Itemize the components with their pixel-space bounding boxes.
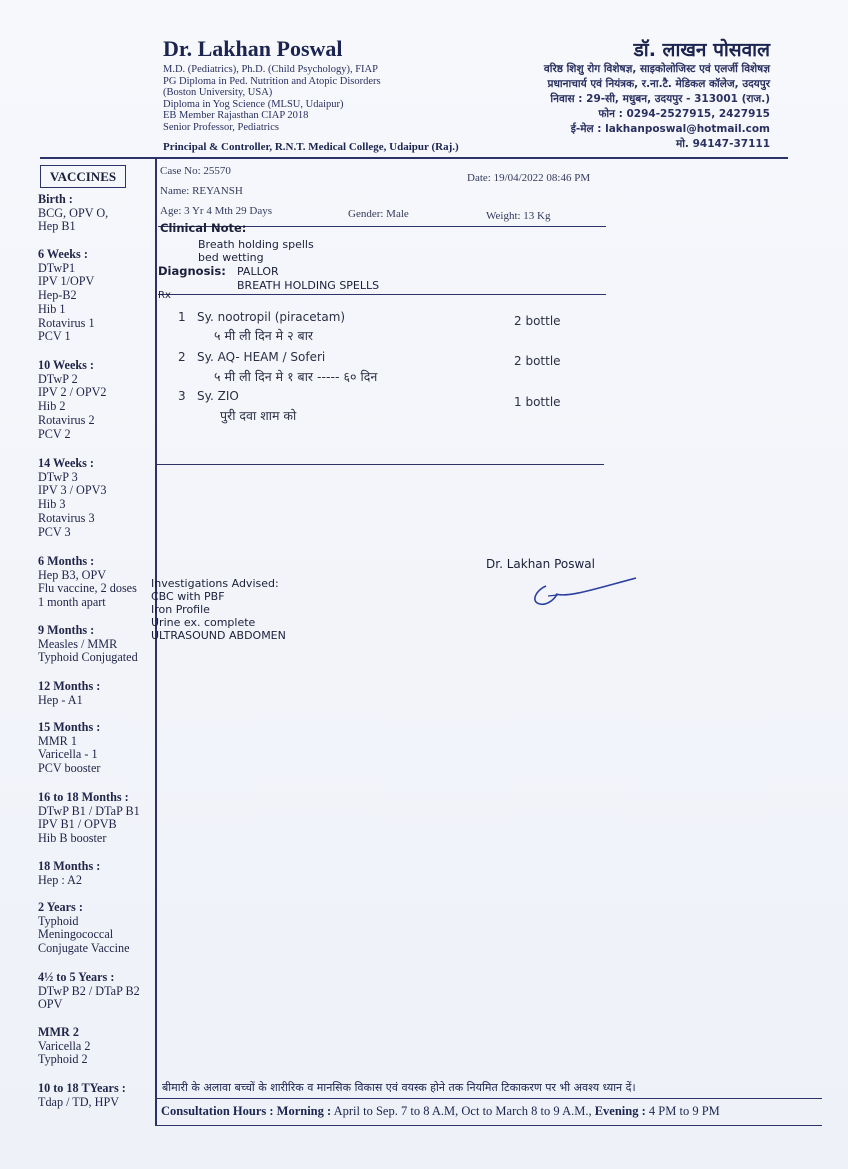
vaccine-group-10-weeks	[38, 359, 107, 441]
investigation-item: CBC with PBF	[151, 590, 225, 603]
vaccine-item: Varicella - 1	[38, 747, 98, 762]
diagnosis-label: Diagnosis:	[158, 264, 226, 278]
vaccine-group-18-months	[38, 860, 100, 887]
doctor-position: Principal & Controller, R.N.T. Medical College, Udaipur (Raj.)	[163, 141, 459, 153]
header-right-block	[544, 62, 770, 152]
investigation-item: Iron Profile	[151, 603, 210, 616]
header-right-line: प्रधानाचार्य एवं नियंत्रक, र.ना.टै. मेडिकल कॉलेज, उदयपुर	[547, 78, 770, 90]
patient-name: Name: REYANSH	[160, 185, 243, 197]
qualification-line: PG Diploma in Ped. Nutrition and Atopic Disorders	[163, 75, 381, 87]
vaccine-item: DTwP1	[38, 260, 76, 275]
header-right-line: ई-मेल : lakhanposwal@hotmail.com	[570, 123, 770, 135]
vaccine-group-heading: 6 Months :	[38, 554, 95, 568]
clinical-note-label: Clinical Note:	[160, 221, 247, 235]
vaccine-group-14-weeks	[38, 457, 107, 539]
vaccine-item: DTwP 2	[38, 371, 78, 386]
vaccine-group-heading: 16 to 18 Months :	[38, 790, 129, 804]
qualification-line: Diploma in Yog Science (MLSU, Udaipur)	[163, 98, 344, 110]
vaccine-item: Typhoid Conjugated	[38, 650, 138, 665]
vaccine-item: Hep B1	[38, 219, 76, 234]
vaccine-item: DTwP B1 / DTaP B1	[38, 803, 140, 818]
vaccine-item: PCV 3	[38, 524, 71, 539]
vaccine-group-heading: 2 Years :	[38, 900, 83, 914]
vaccine-item: PCV 1	[38, 329, 71, 344]
rx-dose: ५ मी ली दिन मे २ बार	[214, 328, 314, 343]
vaccine-group-heading: 15 Months :	[38, 720, 101, 734]
vaccine-item: Flu vaccine, 2 doses	[38, 581, 137, 596]
rx-drug: Sy. AQ- HEAM / Soferi	[197, 350, 326, 364]
vaccine-group-birth	[38, 193, 108, 234]
footer-hindi-note: बीमारी के अलावा बच्चों के शारीरिक व मानसिक विकास एवं वयस्क होने तक नियमित टिकाकरण पर भी अवश्य ध्यान दें।	[162, 1081, 636, 1094]
vaccine-item: Varicella 2	[38, 1038, 91, 1053]
vaccine-item: PCV booster	[38, 761, 101, 776]
vaccine-group-9-months	[38, 624, 138, 665]
morning-label: Morning :	[276, 1104, 332, 1118]
vaccine-item: Tdap / TD, HPV	[38, 1094, 120, 1109]
investigation-item: ULTRASOUND ABDOMEN	[151, 629, 286, 642]
diagnosis-line: BREATH HOLDING SPELLS	[237, 279, 380, 292]
vaccine-group-10-18-years	[38, 1082, 126, 1109]
header-right-line: वरिष्ठ शिशु रोग विशेषज्ञ, साइकोलोजिस्ट एवं एलर्जी विशेषज्ञ	[543, 63, 770, 75]
vaccine-group-6-months	[38, 555, 137, 610]
header-right-line: मो. 94147-37111	[675, 138, 770, 150]
qualification-line: M.D. (Pediatrics), Ph.D. (Child Psychology), FIAP	[163, 64, 378, 75]
header-divider	[40, 157, 788, 159]
vaccine-item: IPV 2 / OPV2	[38, 385, 107, 400]
patient-age: Age: 3 Yr 4 Mth 29 Days	[160, 205, 273, 217]
signature-name: Dr. Lakhan Poswal	[486, 557, 595, 571]
rx-number: 2	[178, 350, 186, 364]
vaccine-item: Hib 3	[38, 497, 66, 512]
vaccine-item: 1 month apart	[38, 595, 106, 610]
case-number: Case No: 25570	[160, 165, 231, 177]
vaccine-item: PCV 2	[38, 426, 71, 441]
clinical-note-line: bed wetting	[198, 251, 264, 264]
vaccine-item: BCG, OPV O,	[38, 205, 109, 220]
vaccine-group-6-weeks	[38, 248, 95, 344]
vaccine-group-mmr2	[38, 1026, 90, 1067]
vaccine-item: IPV B1 / OPVB	[38, 817, 117, 832]
header-right-line: फोन : 0294-2527915, 2427915	[598, 108, 770, 120]
rx-dose: ५ मी ली दिन मे १ बार ----- ६० दिन	[214, 369, 378, 384]
vaccine-group-heading: 9 Months :	[38, 623, 95, 637]
vaccines-title: VACCINES	[40, 165, 126, 188]
vaccine-group-16-18-months	[38, 791, 140, 846]
consultation-hours	[161, 1104, 720, 1119]
vaccine-group-heading: MMR 2	[38, 1025, 79, 1039]
vaccine-group-12-months	[38, 680, 100, 707]
vaccine-group-heading: 10 to 18 TYears :	[38, 1081, 126, 1095]
vaccine-item: Hep-B2	[38, 288, 77, 303]
vaccine-item: Hep : A2	[38, 872, 83, 887]
rx-end-divider	[156, 464, 604, 465]
diagnosis-line: PALLOR	[237, 265, 279, 278]
vaccine-group-heading: 14 Weeks :	[38, 456, 94, 470]
signature-mark	[528, 576, 640, 610]
vaccine-item: Rotavirus 2	[38, 412, 95, 427]
header-right-line: निवास : 29-सी, मधुबन, उदयपुर - 313001 (राज.)	[550, 93, 770, 105]
vaccine-group-heading: Birth :	[38, 192, 73, 206]
vaccine-item: Rotavirus 1	[38, 315, 95, 330]
qualification-line: Senior Professor, Pediatrics	[163, 121, 279, 133]
vaccine-item: Hib B booster	[38, 831, 107, 846]
vaccine-item: Meningococcal	[38, 927, 114, 942]
qualification-line: EB Member Rajasthan CIAP 2018	[163, 110, 309, 122]
patient-weight: Weight: 13 Kg	[486, 210, 551, 222]
vaccine-item: DTwP 3	[38, 469, 78, 484]
column-divider	[155, 158, 157, 1126]
vaccine-item: Hib 2	[38, 399, 66, 414]
clinical-note-line: Breath holding spells	[198, 238, 314, 251]
doctor-name-hi: डॉ. लाखन पोसवाल	[633, 39, 770, 61]
consultation-label: Consultation Hours :	[161, 1104, 274, 1118]
vaccine-group-2-years	[38, 901, 130, 956]
rx-symbol: Rx	[158, 290, 171, 301]
vaccine-item: Conjugate Vaccine	[38, 941, 130, 956]
vaccine-item: Typhoid	[38, 913, 79, 928]
vaccine-item: MMR 1	[38, 733, 77, 748]
vaccine-item: OPV	[38, 997, 63, 1012]
vaccine-item: Rotavirus 3	[38, 510, 95, 525]
vaccine-group-heading: 4½ to 5 Years :	[38, 970, 115, 984]
vaccine-item: Typhoid 2	[38, 1052, 88, 1067]
vaccine-item: DTwP B2 / DTaP B2	[38, 983, 140, 998]
diagnosis-divider	[158, 294, 606, 295]
patient-gender: Gender: Male	[348, 208, 409, 220]
vaccine-group-4-5-years	[38, 971, 140, 1012]
rx-quantity: 2 bottle	[514, 354, 561, 368]
rx-drug: Sy. ZIO	[197, 389, 239, 403]
vaccine-item: Hep - A1	[38, 692, 83, 707]
vaccine-item: Hib 1	[38, 301, 66, 316]
vaccine-item: IPV 1/OPV	[38, 274, 95, 289]
vaccine-group-heading: 12 Months :	[38, 679, 101, 693]
qualifications	[163, 64, 381, 134]
footer-divider-bottom	[155, 1125, 822, 1126]
vaccine-item: Hep B3, OPV	[38, 567, 107, 582]
vaccine-group-15-months	[38, 721, 100, 776]
doctor-name-en: Dr. Lakhan Poswal	[163, 36, 343, 61]
rx-quantity: 1 bottle	[514, 395, 561, 409]
rx-quantity: 2 bottle	[514, 314, 561, 328]
vaccine-item: Measles / MMR	[38, 636, 118, 651]
rx-number: 1	[178, 310, 186, 324]
rx-drug: Sy. nootropil (piracetam)	[197, 310, 346, 324]
qualification-line: (Boston University, USA)	[163, 87, 273, 99]
investigations-label: Investigations Advised:	[151, 577, 279, 590]
visit-date: Date: 19/04/2022 08:46 PM	[467, 172, 591, 184]
rx-dose: पुरी दवा शाम को	[220, 408, 297, 423]
evening-hours: 4 PM to 9 PM	[648, 1104, 720, 1118]
evening-label: Evening :	[594, 1104, 646, 1118]
morning-hours: April to Sep. 7 to 8 A.M, Oct to March 8 to 9 A.M.,	[333, 1104, 592, 1118]
footer-divider-top	[155, 1098, 822, 1099]
vaccine-group-heading: 18 Months :	[38, 859, 101, 873]
vaccine-group-heading: 6 Weeks :	[38, 247, 88, 261]
investigation-item: Urine ex. complete	[151, 616, 256, 629]
vaccine-item: IPV 3 / OPV3	[38, 483, 107, 498]
rx-number: 3	[178, 389, 186, 403]
vaccine-group-heading: 10 Weeks :	[38, 358, 94, 372]
